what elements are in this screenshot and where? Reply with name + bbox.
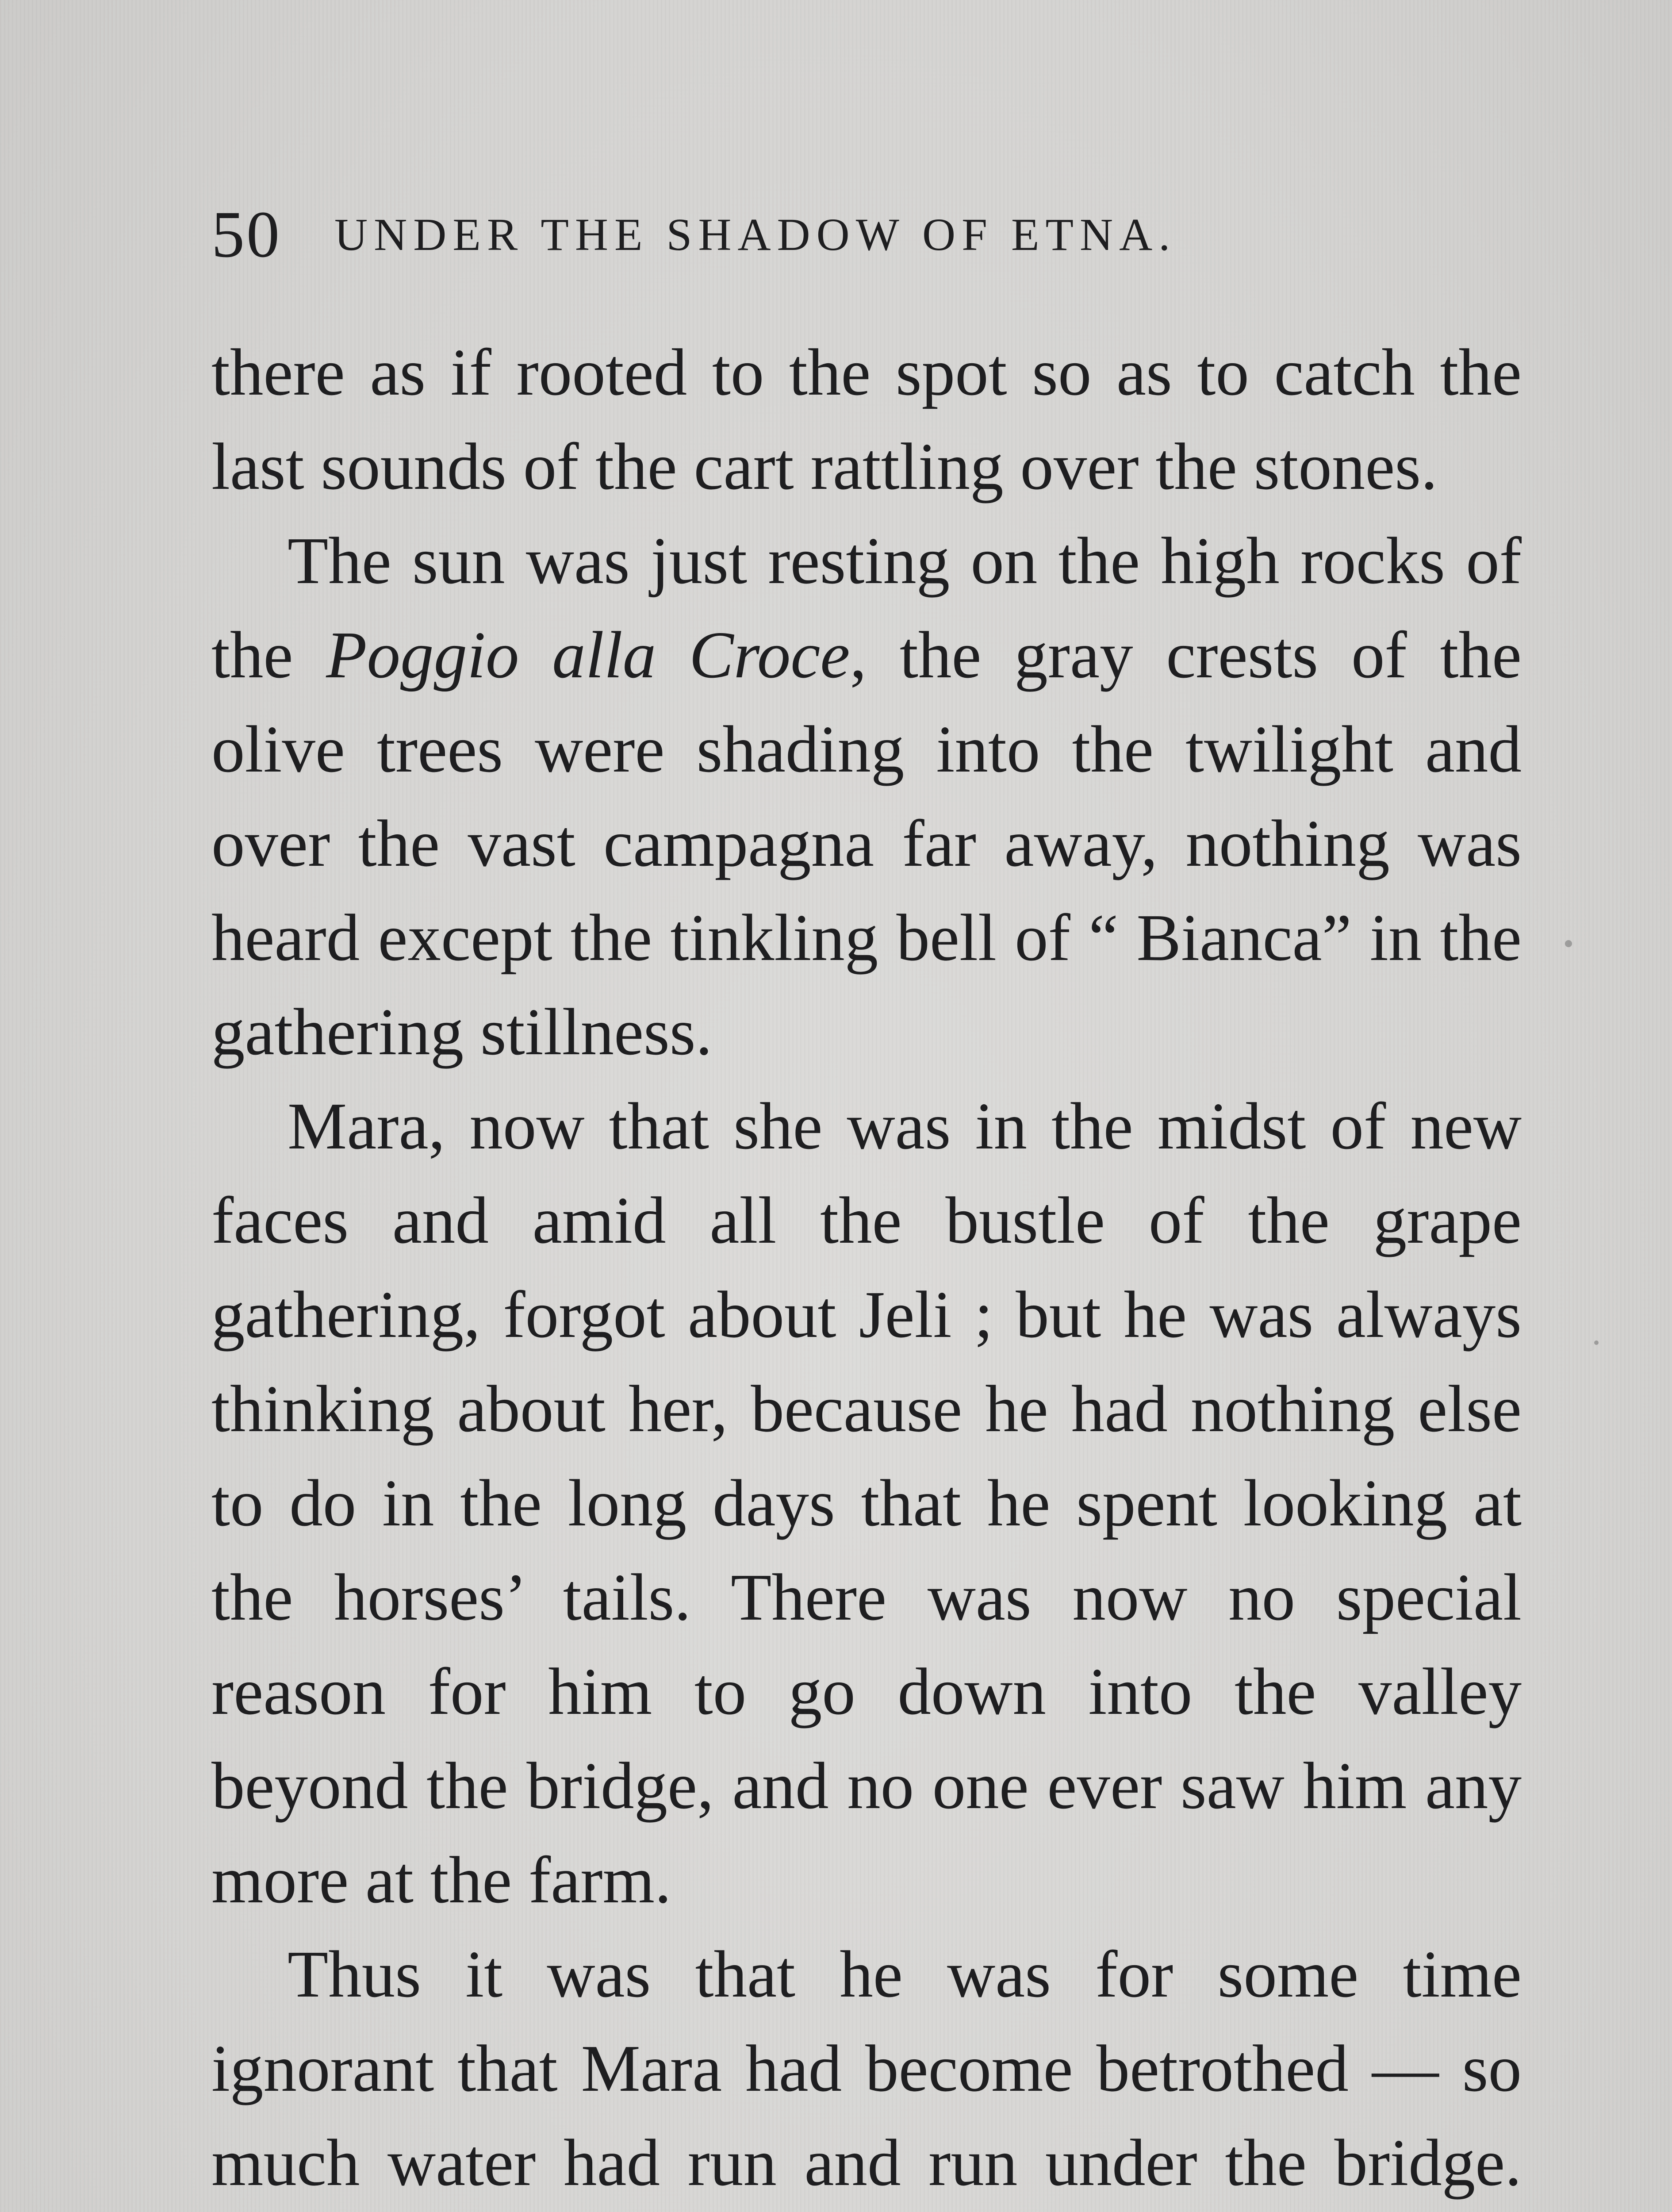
paragraph-sunset <box>211 514 1522 1079</box>
running-head <box>211 199 1406 270</box>
paragraph-betrothed: Thus it was that he was for some time ignorant that Mara had become betrothed — so much water had run and run under the bridge. <box>211 1937 1522 2200</box>
book-title: UNDER THE SHADOW OF ETNA. <box>334 209 1177 260</box>
place-name-italic: Poggio alla Croce <box>326 618 850 692</box>
paragraph-sunset-text-start: The sun was just resting on the high rocks of the <box>211 523 1522 692</box>
paragraph-continued: there as if rooted to the spot so as to catch the last sounds of the cart rattling over the stones. <box>211 335 1522 503</box>
page-number: 50 <box>211 198 281 271</box>
paragraph-mara: Mara, now that she was in the midst of new faces and amid all the bustle of the grape gathering, forgot about Jeli ; but he was always thinking about her, because he had nothing else to do in the long days that he spent looking at the horses’ tails. There was now no special reason for him to go down into the valley beyond the bridge, and no one ever saw him any more at the farm. <box>211 1089 1522 1917</box>
paper-speck <box>1565 940 1572 947</box>
paper-speck <box>1594 1340 1599 1345</box>
paragraph-sunset-text-end: , the gray crests of the olive trees were shading into the twilight and over the vast campagna far away, nothing was heard except the tinkling bell of “ Bianca” in the gathering stillness. <box>211 618 1522 1069</box>
body-text <box>211 325 1522 2212</box>
